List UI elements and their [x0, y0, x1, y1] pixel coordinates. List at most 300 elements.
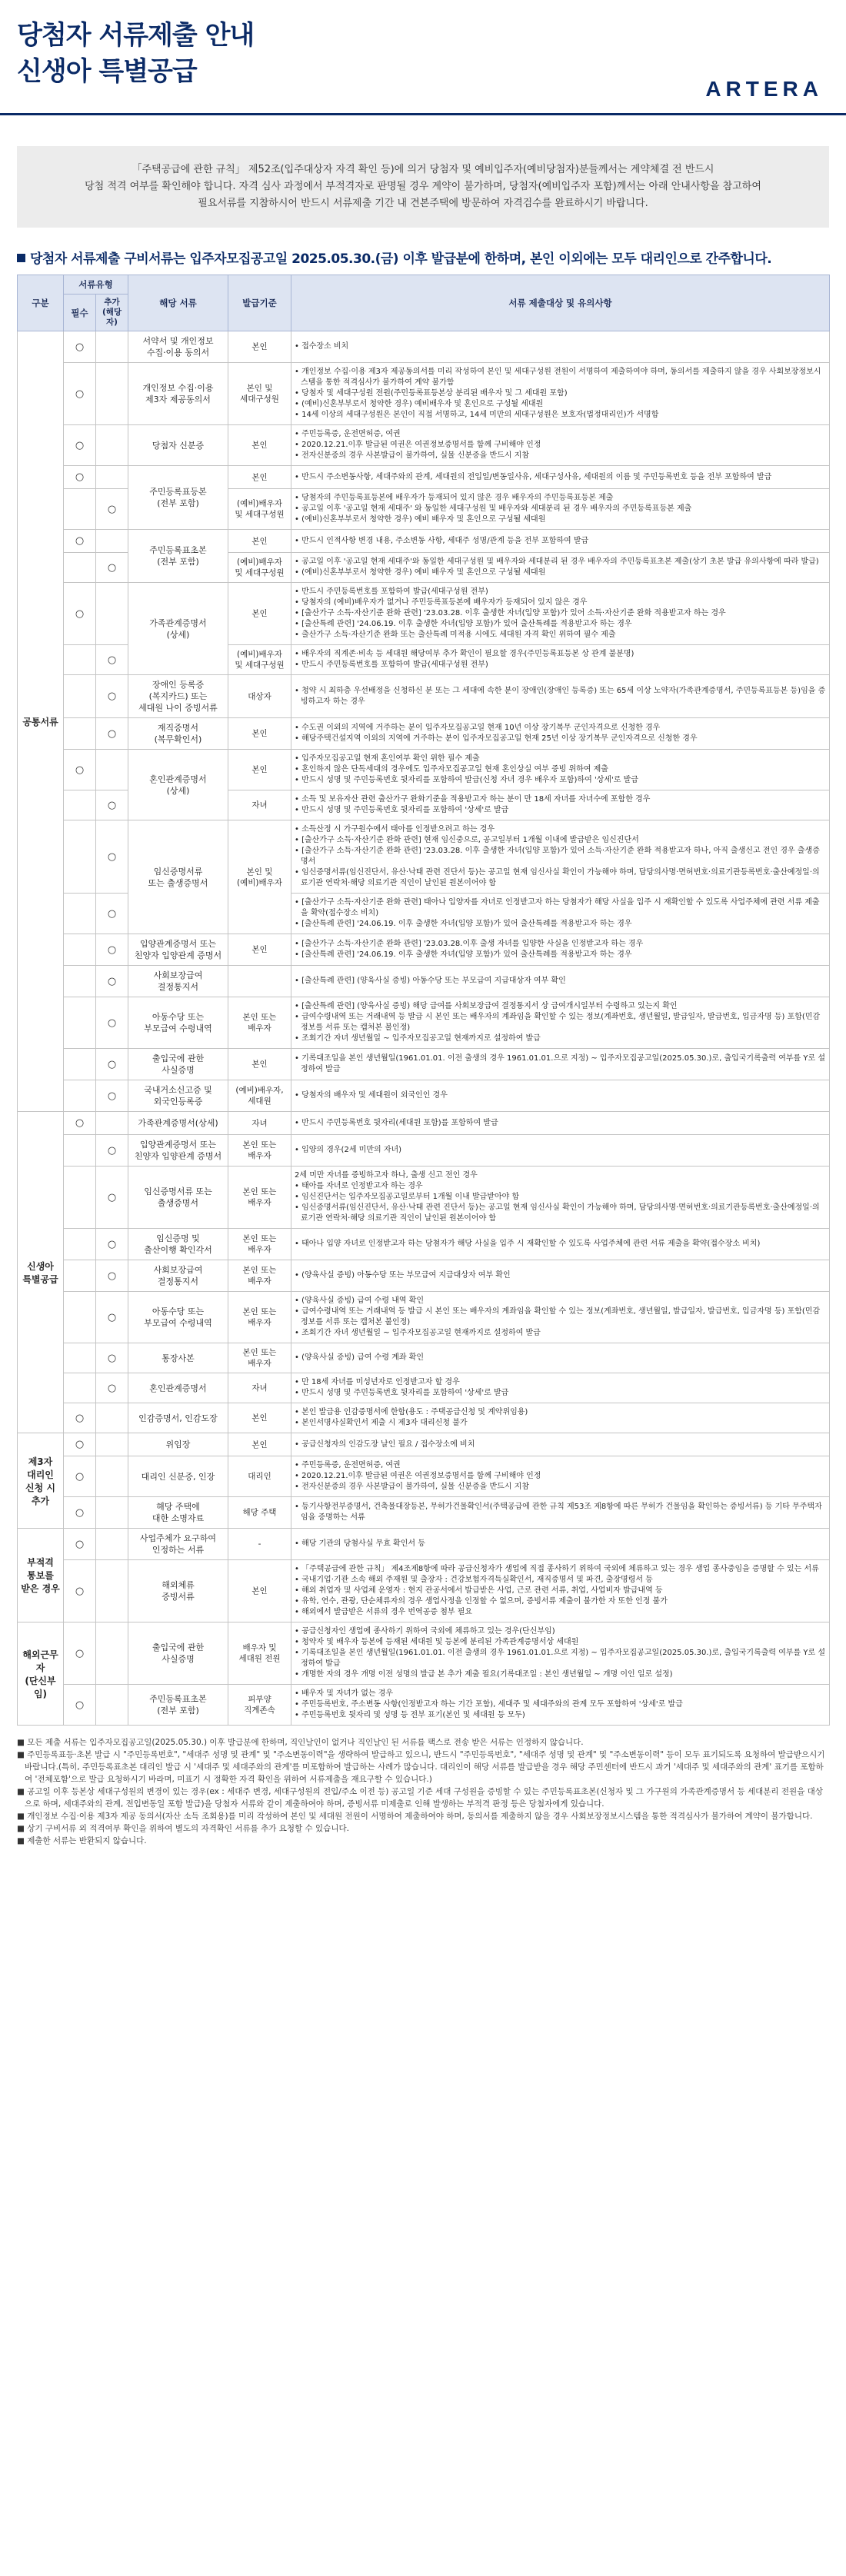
table-row: [18, 1456, 830, 1497]
document-name: 개인정보 수집·이용 제3자 제공동의서: [128, 363, 228, 425]
document-name: 임신증명서류 또는 출생증명서: [128, 820, 228, 934]
document-name: 입양관계증명서 또는 친양자 입양관계 증명서: [128, 934, 228, 966]
document-name: 주민등록표초본 (전부 포함): [128, 530, 228, 583]
note-line: • 해당주택건설지역 이외의 지역에 거주하는 분이 입주자모집공고일 현재 25년 이상 장기복무 군인자격으로 신청한 경우: [295, 734, 698, 743]
note-line: 2세 미만 자녀를 증빙하고자 하나, 출생 신고 전인 경우: [295, 1171, 478, 1180]
category-cell: 공통서류: [18, 331, 64, 1112]
note-line: • 반드시 성명 및 주민등록번호 뒷자리를 포함하여 '상세'로 발급: [295, 1389, 509, 1397]
note-line: • 반드시 주민등록번호를 포함하여 발급(세대구성원 전부): [295, 587, 488, 596]
square-bullet-icon: [17, 254, 25, 262]
note-line: • 조회기간 자녀 생년월일 ~ 입주자모집공고일 현재까지로 설정하여 발급: [295, 1034, 541, 1043]
note-line: • 전자신분증의 경우 사본발급이 불가하여, 실물 신분증을 반드시 지참: [295, 1483, 529, 1491]
table-row: [18, 1292, 830, 1343]
issue-basis: (예비)배우자 및 세대구성원: [228, 553, 291, 583]
issue-basis: 본인 또는 배우자: [228, 1260, 291, 1292]
header-additional: 추가 (해당자): [96, 295, 128, 331]
note-line: • 배우자의 직계존·비속 등 세대원 해당여부 추가 확인이 필요할 경우(주민등록표등본 상 관계 불분명): [295, 650, 634, 658]
required-mark: [64, 489, 96, 530]
additional-mark: [96, 750, 128, 790]
document-name: 아동수당 또는 부모급여 수령내역: [128, 1292, 228, 1343]
notes-cell: [291, 1529, 830, 1560]
note-line: • 입양의 경우(2세 미만의 자녀): [295, 1146, 402, 1154]
issue-basis: 본인: [228, 1403, 291, 1433]
notes-cell: [291, 1135, 830, 1167]
category-cell: 제3자 대리인 신청 시 추가: [18, 1433, 64, 1529]
table-row: [18, 1529, 830, 1560]
document-name: 입양관계증명서 또는 친양자 입양관계 증명서: [128, 1135, 228, 1167]
footnote-line: ■ 공고일 이후 등본상 세대구성원의 변경이 있는 경우(ex : 세대주 변경, 세대구성원의 전입/주소 이전 등) 공고일 기준 세대 구성원을 증빙할 수 있는 주민등록표초본(신청자 및 그 가구원의 가족관계증명서 등 세대분리 전원을 대상으로 하며, 세대주와의 관계, 전입변동일 포함 발급)을 당첨자 서류와 같이 제출하여야 하며, 증빙서류 미제출로 인해 발생하는 부적격 판정 등은 당첨자에게 있습니다.: [17, 1787, 823, 1809]
document-name: 출입국에 관한 사실증명: [128, 1049, 228, 1080]
note-line: • 반드시 주소변동사항, 세대주와의 관계, 세대원의 전입일/변동일사유, 세대구성사유, 세대원의 이름 및 주민등록번호 등을 전부 포함하여 발급: [295, 472, 772, 481]
note-line: • 태아를 자녀로 인정받고자 하는 경우: [295, 1182, 423, 1190]
additional-mark: ○: [96, 718, 128, 750]
note-line: • 해외에서 발급받은 서류의 경우 번역공증 첨부 필요: [295, 1608, 473, 1616]
notes-cell: [291, 583, 830, 645]
document-name: 사회보장급여 결정통지서: [128, 1260, 228, 1292]
issue-basis: 본인 또는 배우자: [228, 1229, 291, 1260]
note-line: • 수도권 이외의 지역에 거주하는 분이 입주자모집공고일 현재 10년 이상 장기복무 군인자격으로 신청한 경우: [295, 724, 661, 732]
additional-mark: ○: [96, 1343, 128, 1373]
notes-cell: [291, 466, 830, 489]
issue-basis: 본인: [228, 1049, 291, 1080]
footnote-line: ■ 개인정보 수집·이용 제3자 제공 동의서(자산 소득 조회용)를 미리 작성하여 본인 및 세대원 전원이 서명하여 제출하여야 하며, 동의서를 제출하지 않을 경우 사회보장정보시스템을 통한 적격심사가 불가하여 계약이 불가합니다.: [17, 1812, 813, 1821]
additional-mark: ○: [96, 1049, 128, 1080]
required-mark: ○: [64, 1456, 96, 1497]
note-line: • 출산가구 소득·자산기준 완화 또는 출산특례 미적용 시에도 세대원 자격 확인 위하여 필수 제출: [295, 631, 616, 639]
documents-table-body: [18, 331, 830, 1726]
note-line: • [출산가구 소득·자산기준 완화 관련] '23.03.28.이후 출생 자녀를 입양한 사실을 인정받고자 하는 경우: [295, 940, 644, 948]
required-mark: ○: [64, 331, 96, 363]
section-title-text: 당첨자 서류제출 구비서류는 입주자모집공고일 2025.05.30.(금) 이후 발급분에 한하며, 본인 이외에는 모두 대리인으로 간주합니다.: [30, 251, 772, 267]
required-mark: ○: [64, 1685, 96, 1726]
intro-line: 당첨 적격 여부를 확인해야 합니다. 자격 심사 과정에서 부적격자로 판명될 경우 계약이 불가하며, 당첨자(예비입주자 포함)께서는 아래 안내사항을 참고하여: [85, 181, 761, 192]
additional-mark: ○: [96, 645, 128, 675]
document-name: 인감증명서, 인감도장: [128, 1403, 228, 1433]
notes-cell: [291, 1560, 830, 1622]
table-row: [18, 1433, 830, 1456]
document-name: 대리인 신분증, 인장: [128, 1456, 228, 1497]
table-row: [18, 1685, 830, 1726]
additional-mark: ○: [96, 1373, 128, 1403]
note-line: • 임신진단서는 입주자모집공고일로부터 1개월 이내 발급받아야 함: [295, 1193, 520, 1201]
required-mark: ○: [64, 1403, 96, 1433]
document-name: 사회보장급여 결정통지서: [128, 966, 228, 997]
note-line: • 기록대조일을 본인 생년월일(1961.01.01. 이전 출생의 경우 1961.01.01.으로 지정) ~ 입주자모집공고일(2025.05.30.)로, 출입국기록출력 여부를 Y로 설정하여 발급: [295, 1054, 826, 1073]
notes-cell: [291, 750, 830, 790]
document-name: 임신증명 및 출산이행 확인각서: [128, 1229, 228, 1260]
note-line: • 소득 및 보유자산 관련 출산가구 완화기준을 적용받고자 하는 분이 만 18세 자녀를 자녀수에 포함한 경우: [295, 795, 651, 804]
additional-mark: [96, 1403, 128, 1433]
table-row: [18, 820, 830, 894]
notes-cell: [291, 1080, 830, 1112]
required-mark: [64, 1080, 96, 1112]
document-name: 출입국에 관한 사실증명: [128, 1622, 228, 1685]
note-line: • [출산특례 관련] '24.06.19. 이후 출생한 자녀(입양 포함)가 있어 출산특례를 적용받고자 하는 경우: [295, 620, 632, 628]
required-mark: ○: [64, 1433, 96, 1456]
note-line: • 반드시 성명 및 주민등록번호 뒷자리를 포함하여 '상세'로 발급: [295, 806, 509, 814]
notes-cell: [291, 1403, 830, 1433]
notes-cell: [291, 934, 830, 966]
note-line: • [출산특례 관련] (양육사실 증빙) 해당 급여를 사회보장급여 결정통지서 상 급여개시일부터 수령하고 있는지 확인: [295, 1002, 678, 1010]
table-row: [18, 1560, 830, 1622]
document-name: 장애인 등록증 (복지카드) 또는 세대원 나이 증빙서류: [128, 675, 228, 718]
note-line: • 2020.12.21.이후 발급된 여권은 여권정보증명서를 함께 구비해야 인정: [295, 441, 541, 449]
document-name: 아동수당 또는 부모급여 수령내역: [128, 997, 228, 1049]
note-line: • (양육사실 증빙) 급여 수령 내역 확인: [295, 1296, 425, 1305]
note-line: • 혼인하지 않은 단독세대의 경우에도 입주자모집공고일 현재 혼인상실 여부 증빙 위하여 제출: [295, 765, 608, 774]
header-document: 해당 서류: [128, 275, 228, 331]
notes-cell: [291, 718, 830, 750]
required-mark: ○: [64, 583, 96, 645]
table-row: [18, 466, 830, 489]
table-row: [18, 718, 830, 750]
additional-mark: [96, 363, 128, 425]
required-mark: ○: [64, 466, 96, 489]
issue-basis: 본인: [228, 583, 291, 645]
required-mark: [64, 1373, 96, 1403]
note-line: • 태아나 입양 자녀로 인정받고자 하는 당첨자가 해당 사실을 입주 시 재확인할 수 있도록 사업주체에 관련 서류 제출을 확약(접수장소 비치): [295, 1240, 761, 1248]
additional-mark: [96, 1112, 128, 1135]
issue-basis: 배우자 및 세대원 전원: [228, 1622, 291, 1685]
note-line: • 주민등록번호 뒷자리 및 성명 등 전부 표기(본인 및 세대원 등 모두): [295, 1711, 525, 1719]
note-line: • 2020.12.21.이후 발급된 여권은 여권정보증명서를 함께 구비해야 인정: [295, 1472, 541, 1480]
issue-basis: 본인 및 세대구성원: [228, 363, 291, 425]
table-row: [18, 1373, 830, 1403]
additional-mark: ○: [96, 1135, 128, 1167]
document-name: 재직증명서 (복무확인서): [128, 718, 228, 750]
issue-basis: 자녀: [228, 1112, 291, 1135]
table-row: [18, 750, 830, 790]
notes-cell: [291, 1456, 830, 1497]
note-line: • 청약자 및 배우자 등본에 등재된 세대원 및 등본에 분리된 가족관계증명서상 세대원: [295, 1638, 579, 1646]
category-cell: 부적격 통보를 받은 경우: [18, 1529, 64, 1622]
notes-cell: [291, 645, 830, 675]
additional-mark: [96, 1560, 128, 1622]
issue-basis: 본인 또는 배우자: [228, 997, 291, 1049]
notes-cell: [291, 820, 830, 894]
additional-mark: ○: [96, 489, 128, 530]
table-row: [18, 1049, 830, 1080]
issue-basis: 자녀: [228, 790, 291, 820]
required-mark: [64, 1343, 96, 1373]
note-line: • 공급신청자의 인감도장 날인 필요 / 접수장소에 비치: [295, 1439, 475, 1449]
required-mark: [64, 934, 96, 966]
required-mark: [64, 966, 96, 997]
intro-line: 필요서류를 지참하시어 반드시 서류제출 기간 내 견본주택에 방문하여 자격검수를 완료하시기 바랍니다.: [198, 198, 648, 209]
notes-cell: [291, 1373, 830, 1403]
additional-mark: [96, 1433, 128, 1456]
additional-mark: ○: [96, 790, 128, 820]
header-divider: [0, 113, 846, 115]
notes-cell: [291, 1229, 830, 1260]
issue-basis: (예비)배우자 및 세대구성원: [228, 645, 291, 675]
header-issuer: 발급기준: [228, 275, 291, 331]
table-row: [18, 1112, 830, 1135]
additional-mark: ○: [96, 997, 128, 1049]
required-mark: [64, 820, 96, 894]
notes-cell: [291, 675, 830, 718]
footnotes: [17, 1736, 829, 1847]
document-name: 임신증명서류 또는 출생증명서: [128, 1167, 228, 1229]
required-mark: [64, 1135, 96, 1167]
note-line: • 개인정보 수집·이용 제3자 제공동의서를 미리 작성하여 본인 및 세대구성원 전원이 서명하여 제출하여야 하며, 동의서를 제출하지 않을 경우 사회보장정보시스템을 통한 적격심사가 불가하여 계약 불가함: [295, 368, 821, 387]
additional-mark: [96, 1456, 128, 1497]
brand-logo: ARTERA: [705, 77, 823, 101]
issue-basis: -: [228, 1529, 291, 1560]
notes-cell: [291, 1433, 830, 1456]
additional-mark: ○: [96, 966, 128, 997]
additional-mark: ○: [96, 934, 128, 966]
document-name: 당첨자 신분증: [128, 425, 228, 466]
table-row: [18, 1229, 830, 1260]
additional-mark: ○: [96, 1260, 128, 1292]
note-line: • 전자신분증의 경우 사본발급이 불가하여, 실물 신분증을 반드시 지참: [295, 451, 529, 460]
notes-cell: [291, 363, 830, 425]
issue-basis: 본인: [228, 1560, 291, 1622]
notes-cell: [291, 966, 830, 997]
note-line: • 해당 기관의 당첨사실 무효 확인서 등: [295, 1539, 425, 1548]
required-mark: ○: [64, 530, 96, 553]
notes-cell: [291, 1343, 830, 1373]
note-line: • 당첨자의 배우자 및 세대원이 외국인인 경우: [295, 1091, 448, 1100]
intro-box: [17, 146, 829, 228]
table-row: [18, 1622, 830, 1685]
note-line: • 공고일 이후 '공고일 현재 세대주'와 동일한 세대구성원 및 배우자와 세대분리 된 경우 배우자의 주민등록표초본 제출(상기 초본 발급 유의사항에 따라 발급): [295, 557, 819, 566]
note-line: • 급여수령내역 또는 거래내역 등 발급 시 본인 또는 배우자의 계좌임을 확인할 수 있는 정보(계좌번호, 생년월일, 발급일자, 발급번호, 입금자명 등) 포함(민감정보를 서류 또는 캡처본 불인정): [295, 1013, 821, 1032]
table-row: [18, 675, 830, 718]
document-name: 혼인관계증명서 (상세): [128, 750, 228, 820]
note-line: • [출산특례 관련] '24.06.19. 이후 출생한 자녀(입양 포함)가 있어 출산특례를 적용받고자 하는 경우: [295, 950, 632, 959]
table-row: [18, 530, 830, 553]
header-notes: 서류 제출대상 및 유의사항: [291, 275, 830, 331]
note-line: • (예비)신혼부부로서 청약한 경우) 예비 배우자 및 혼인으로 구성될 세대원: [295, 515, 546, 524]
required-mark: ○: [64, 1497, 96, 1529]
issue-basis: 피부양 직계존속: [228, 1685, 291, 1726]
documents-table: [17, 275, 830, 1726]
intro-line: 「주택공급에 관한 규칙」 제52조(입주대상자 자격 확인 등)에 의거 당첨자 및 예비입주자(예비당첨자)분들께서는 계약체결 전 반드시: [132, 164, 714, 175]
document-name: 주민등록표초본 (전부 포함): [128, 1685, 228, 1726]
footnote-line: ■ 주민등록표등·초본 발급 시 "주민등록번호", "세대주 성명 및 관계" 및 "주소변동이력"을 생략하여 발급하고 있으니, 반드시 "주민등록번호", "세대주 성명 및 관계" 및 "주소변동이력" 등이 모두 표기되도록 요청하여 발급받으시기 바랍니다.(특히, 주민등록표초본 대리인 발급 시 '세대주 및 세대주와의 관계'를 미포함하여 발급하는 사례가 많습니다. 대리인이 해당 서류를 발급받을 경우 해당 주민센터에 반드시 과거 '세대주 및 세대주와의 관계' 표기를 포함하여 '전체포함'으로 발급 요청하시기 바라며, 미표기 시 정확한 자격 확인을 위하여 서류제출을 재요구할 수 있습니다.): [17, 1750, 825, 1784]
additional-mark: [96, 425, 128, 466]
additional-mark: [96, 530, 128, 553]
required-mark: [64, 1229, 96, 1260]
required-mark: [64, 553, 96, 583]
note-line: • 만 18세 자녀를 미성년자로 인정받고자 할 경우: [295, 1378, 460, 1386]
notes-cell: [291, 425, 830, 466]
additional-mark: [96, 466, 128, 489]
note-line: • (예비)신혼부부로서 청약한 경우) 예비 배우자 및 혼인으로 구성될 세대원: [295, 568, 546, 577]
required-mark: [64, 894, 96, 934]
document-name: 주민등록표등본 (전부 포함): [128, 466, 228, 530]
required-mark: [64, 645, 96, 675]
table-row: [18, 1497, 830, 1529]
note-line: • 14세 이상의 세대구성원은 본인이 직접 서명하고, 14세 미만의 세대구성원은 보호자(법정대리인)가 서명함: [295, 411, 659, 419]
additional-mark: [96, 1497, 128, 1529]
issue-basis: 본인: [228, 425, 291, 466]
page-subtitle: 신생아 특별공급: [17, 56, 197, 87]
note-line: • 공고일 이후 '공고일 현재 세대주' 와 동일한 세대구성원 및 배우자와 세대분리 된 경우 배우자의 주민등록표등본 제출: [295, 504, 692, 513]
issue-basis: 본인 또는 배우자: [228, 1343, 291, 1373]
table-row: [18, 1403, 830, 1433]
header-category: 구분: [18, 275, 64, 331]
issue-basis: 본인: [228, 530, 291, 553]
document-name: 가족관계증명서(상세): [128, 1112, 228, 1135]
note-line: • 반드시 성명 및 주민등록번호 뒷자리를 포함하여 발급(신청 자녀 경우 배우자 포함)하여 '상세'로 발급: [295, 776, 638, 784]
notes-cell: [291, 1260, 830, 1292]
issue-basis: 본인: [228, 331, 291, 363]
table-row: [18, 425, 830, 466]
issue-basis: 본인: [228, 934, 291, 966]
note-line: • 국내기업·기관 소속 해외 주재원 및 출장자 : 건강보험자격득실확인서, 재직증명서 및 파견, 출장명령서 등: [295, 1576, 653, 1584]
additional-mark: ○: [96, 894, 128, 934]
note-line: • 해외 취업자 및 사업체 운영자 : 현지 관공서에서 발급받은 사업, 근로 관련 서류, 취업, 사업비자 발급내역 등: [295, 1586, 663, 1595]
required-mark: [64, 997, 96, 1049]
additional-mark: [96, 1622, 128, 1685]
note-line: • [출산특례 관련] '24.06.19. 이후 출생한 자녀(입양 포함)가 있어 출산특례를 적용받고자 하는 경우: [295, 920, 632, 928]
additional-mark: ○: [96, 1229, 128, 1260]
note-line: • 청약 시 최하층 우선배정을 신청하신 분 또는 그 세대에 속한 분이 장애인(장애인 등록증) 또는 65세 이상 노약자(가족관계증명서, 주민등록표등본 등)임을 증빙하고자 하는 경우: [295, 686, 826, 706]
required-mark: ○: [64, 1112, 96, 1135]
category-cell: 해외근무자 (단신부임): [18, 1622, 64, 1726]
table-row: [18, 363, 830, 425]
table-row: [18, 934, 830, 966]
note-line: • 소득산정 시 가구원수에서 태아를 인정받으려고 하는 경우: [295, 825, 495, 834]
notes-cell: [291, 1292, 830, 1343]
notes-cell: [291, 997, 830, 1049]
note-line: • 주민등록증, 운전면허증, 여권: [295, 430, 401, 438]
additional-mark: ○: [96, 1292, 128, 1343]
required-mark: [64, 1167, 96, 1229]
footnote-line: ■ 상기 구비서류 외 적격여부 확인을 위하여 별도의 자격확인 서류를 추가 요청할 수 있습니다.: [17, 1824, 349, 1833]
issue-basis: (예비)배우자 및 세대구성원: [228, 489, 291, 530]
document-name: 국내거소신고증 및 외국인등록증: [128, 1080, 228, 1112]
note-line: • (예비)신혼부부로서 청약한 경우) 예비배우자 및 혼인으로 구성될 세대원: [295, 400, 544, 408]
note-line: • (양육사실 증빙) 아동수당 또는 부모급여 지급대상자 여부 확인: [295, 1271, 511, 1280]
issue-basis: 본인: [228, 718, 291, 750]
document-name: 사업주체가 요구하여 인정하는 서류: [128, 1529, 228, 1560]
note-line: • 반드시 주민등록번호를 포함하여 발급(세대구성원 전부): [295, 661, 488, 669]
notes-cell: [291, 1622, 830, 1685]
issue-basis: 해당 주택: [228, 1497, 291, 1529]
notes-cell: [291, 331, 830, 363]
required-mark: [64, 718, 96, 750]
issue-basis: (예비)배우자, 세대원: [228, 1080, 291, 1112]
note-line: • 조회기간 자녀 생년월일 ~ 입주자모집공고일 현재까지로 설정하여 발급: [295, 1329, 541, 1337]
note-line: • 주민등록증, 운전면허증, 여권: [295, 1461, 401, 1469]
required-mark: ○: [64, 363, 96, 425]
note-line: • [출산가구 소득·자산기준 완화 관련] '23.03.28. 이후 출생한 자녀(입양 포함)가 있어 소득·자산기준 완화 적용받고자 하나, 아직 출생신고 전인 경우 출생증명서: [295, 847, 820, 866]
additional-mark: [96, 583, 128, 645]
note-line: • [출산특례 관련] (양육사실 증빙) 아동수당 또는 부모급여 지급대상자 여부 확인: [295, 977, 566, 985]
notes-cell: [291, 1112, 830, 1135]
table-row: [18, 966, 830, 997]
note-line: • 당첨자 및 세대구성원 전원(주민등록표등본상 분리된 배우자 및 그 세대원 포함): [295, 389, 568, 398]
note-line: • 「주택공급에 관한 규칙」 제4조제8항에 따라 공급신청자가 생업에 직접 종사하기 위하여 국외에 체류하고 있는 경우 생업 종사중임을 증명할 수 있는 서류: [295, 1565, 819, 1573]
additional-mark: [96, 1529, 128, 1560]
footnote-line: ■ 모든 제출 서류는 입주자모집공고일(2025.05.30.) 이후 발급분에 한하며, 직인날인이 없거나 직인날인 된 서류를 팩스로 전송 받은 서류는 인정하지 않습니다.: [17, 1738, 584, 1747]
notes-cell: [291, 489, 830, 530]
note-line: • 기록대조일을 본인 생년월일(1961.01.01. 이전 출생의 경우 1961.01.01.으로 지정) ~ 입주자모집공고일(2025.05.30.)로, 출입국기록출력 여부를 Y로 설정하여 발급: [295, 1649, 826, 1668]
header-required: 필수: [64, 295, 96, 331]
notes-cell: [291, 1167, 830, 1229]
note-line: • 개명한 자의 경우 개명 이전 성명의 발급 본 추가 제출 필요(기록대조일 : 본인 생년월일 ~ 개명 이인 일로 설정): [295, 1670, 673, 1679]
note-line: • 임신증명서류(임신진단서, 유산·낙태 관련 진단서 등)는 공고일 현재 임신사실 확인이 가능해야 하며, 담당의사명·면허번호·의료기관등록번호·출산예정일·의료기관 연락처·해당 의료기관 직인이 날인된 원본이어야 함: [295, 1203, 820, 1223]
notes-cell: [291, 1497, 830, 1529]
issue-basis: [228, 966, 291, 997]
document-name: 혼인관계증명서: [128, 1373, 228, 1403]
note-line: • 당첨자의 (예비)배우자가 없거나 주민등록표등본에 배우자가 등재되어 있지 않은 경우: [295, 598, 588, 607]
note-line: • (양육사실 증빙) 급여 수령 계좌 확인: [295, 1353, 425, 1362]
page-header: [0, 0, 846, 115]
section-title: [17, 248, 829, 267]
document-name: 서약서 및 개인정보 수집·이용 동의서: [128, 331, 228, 363]
required-mark: ○: [64, 750, 96, 790]
additional-mark: ○: [96, 1080, 128, 1112]
note-line: • 배우자 및 자녀가 없는 경우: [295, 1689, 394, 1698]
table-row: [18, 331, 830, 363]
note-line: • [출산가구 소득·자산기준 완화 관련] 현재 임신중으로, 공고일부터 1개월 이내에 발급받은 임신진단서: [295, 836, 639, 844]
table-row: [18, 1135, 830, 1167]
additional-mark: [96, 331, 128, 363]
issue-basis: 본인 및 (예비)배우자: [228, 820, 291, 934]
table-row: [18, 1080, 830, 1112]
page-title: 당첨자 서류제출 안내: [17, 20, 255, 51]
notes-cell: [291, 1685, 830, 1726]
issue-basis: 대상자: [228, 675, 291, 718]
table-row: [18, 1167, 830, 1229]
table-row: [18, 1260, 830, 1292]
required-mark: [64, 1049, 96, 1080]
required-mark: ○: [64, 1529, 96, 1560]
header-doc-type: 서류유형: [64, 275, 128, 295]
notes-cell: [291, 1049, 830, 1080]
note-line: • 반드시 인적사항 변경 내용, 주소변동 사항, 세대주 성명/관계 등을 전부 포함하여 발급: [295, 536, 589, 545]
additional-mark: ○: [96, 820, 128, 894]
note-line: • 당첨자의 주민등록표등본에 배우자가 등재되어 있지 않은 경우 배우자의 주민등록표등본 제출: [295, 494, 614, 502]
required-mark: [64, 675, 96, 718]
note-line: • 본인 발급용 인감증명서에 한함(용도 : 주택공급신청 및 계약위임용): [295, 1408, 528, 1416]
required-mark: ○: [64, 1622, 96, 1685]
document-name: 해외체류 증빙서류: [128, 1560, 228, 1622]
note-line: • 등기사항전부증명서, 건축물대장등본, 무허가건물확인서(주택공급에 관한 규칙 제53조 제8항에 따른 무허가 건물임을 확인하는 증빙서류) 등 기타 무주택자임을 증명하는 서류: [295, 1503, 822, 1522]
additional-mark: ○: [96, 553, 128, 583]
notes-cell: [291, 790, 830, 820]
table-row: [18, 997, 830, 1049]
note-line: • [출산가구 소득·자산기준 완화 관련] 태아나 입양자를 자녀로 인정받고자 하는 당첨자가 해당 사실을 입주 시 재확인할 수 있도록 사업주체에 관련 서류 제출을 확약(접수장소 비치): [295, 898, 820, 917]
required-mark: ○: [64, 1560, 96, 1622]
note-line: • 임신증명서류(임신진단서, 유산·낙태 관련 진단서 등)는 공고일 현재 임신사실 확인이 가능해야 하며, 담당의사명·면허번호·의료기관등록번호·출산예정일·의료기관 연락처·해당 의료기관 직인이 날인된 원본이어야 함: [295, 868, 820, 887]
issue-basis: 대리인: [228, 1456, 291, 1497]
notes-cell: [291, 894, 830, 934]
category-cell: 신생아 특별공급: [18, 1112, 64, 1433]
note-line: • 유학, 연수, 관광, 단순체류자의 경우 생업사정을 인정할 수 없으며, 증빙서류 제출이 불가한 자 또한 인정 불가: [295, 1597, 668, 1606]
issue-basis: 본인 또는 배우자: [228, 1167, 291, 1229]
note-line: • 입주자모집공고일 현재 혼인여부 확인 위한 필수 제출: [295, 754, 480, 763]
notes-cell: [291, 530, 830, 553]
table-row: [18, 1343, 830, 1373]
document-name: 해당 주택에 대한 소명자료: [128, 1497, 228, 1529]
document-name: 통장사본: [128, 1343, 228, 1373]
note-line: • 접수장소 비치: [295, 342, 349, 351]
footnote-line: ■ 제출한 서류는 반환되지 않습니다.: [17, 1836, 147, 1845]
additional-mark: ○: [96, 1167, 128, 1229]
notes-cell: [291, 553, 830, 583]
note-line: • 공급신청자인 생업에 종사하기 위하여 국외에 체류하고 있는 경우(단신부임): [295, 1627, 555, 1636]
issue-basis: 본인: [228, 750, 291, 790]
issue-basis: 자녀: [228, 1373, 291, 1403]
note-line: • 반드시 주민등록번호 뒷자리(세대원 포함)를 포함하여 발급: [295, 1118, 498, 1127]
issue-basis: 본인 또는 배우자: [228, 1135, 291, 1167]
